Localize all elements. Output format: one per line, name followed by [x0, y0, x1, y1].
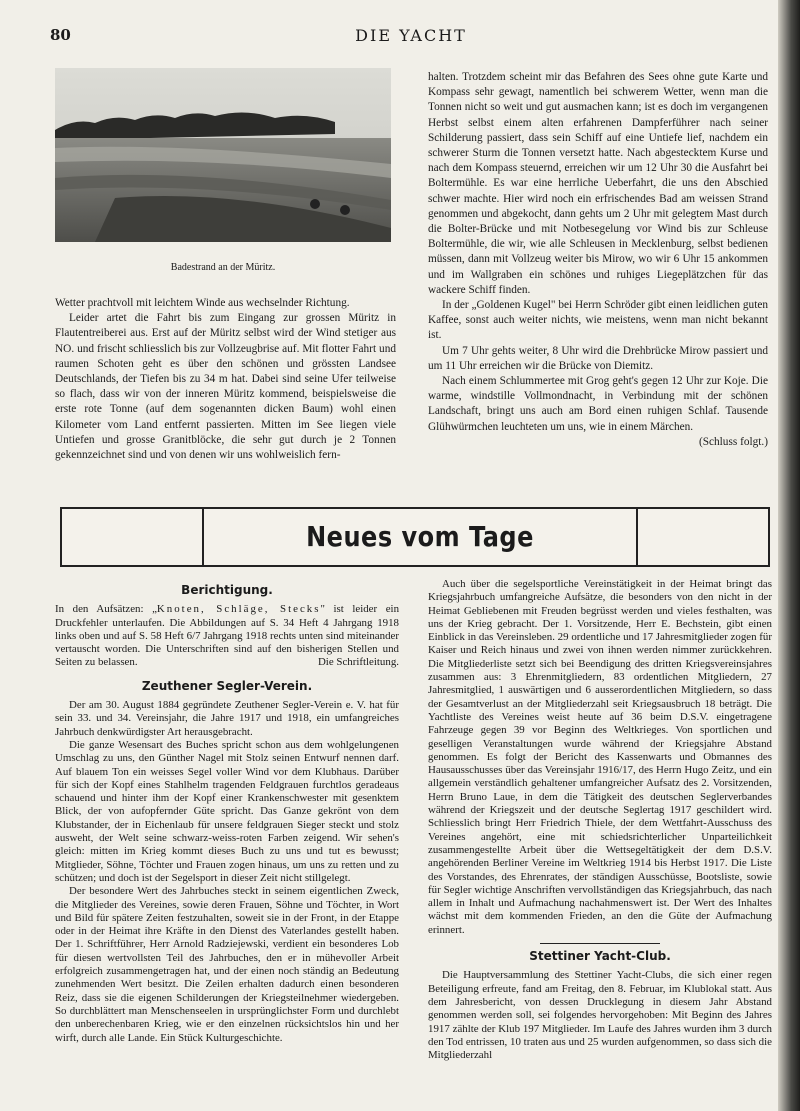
paragraph: Die ganze Wesensart des Buches spricht schon aus dem wohlgelungenen Umschlag zu uns, den Günther Nagel mit Stolz seinen Entwurf nennen darf. Auf blauem Ton ein weisses Segel voller Wind vor dem Klubhaus. Darüber für sich der Kopf eines Stahlhelm tragenden Feldgrauen furchtlos geradeaus schauend und hinter ihm der Kopf einer Krankenschwester mit gesenktem Blick, der von aufopfernder Güte spricht. Das Ganze gekrönt von dem Klubstander, der in Eichenlaub für unsere feldgrauen Sieger steckt und stolz ausweht, der Welt seine schwarz-weiss-roten Farben zeigend. Wir sehen's gleich: mitten im Krieg kommt dieses Buch zu uns und tut es bewusst; Mitglieder, Söhne, Töchter und Frauen zogen hinaus, um uns zu retten und zu schützen; und doch ist der Segelsport in dieser Zeit nicht stillgelegt. [55, 738, 399, 884]
paragraph: Wetter prachtvoll mit leichtem Winde aus wechselnder Richtung. [55, 297, 350, 309]
article-left-top [55, 296, 396, 463]
section-banner [60, 507, 770, 567]
banner-title-box [202, 507, 638, 567]
article-right-top [428, 70, 768, 450]
paragraph: Die Hauptversammlung des Stettiner Yacht-Clubs, die sich einer regen Beteiligung erfreute, fand am Freitag, den 8. Februar, im Klublokal statt. Aus dem Jahresbericht, von dessen Drucklegung in diesem Jahr Abstand genommen werden soll, sei folgendes hervorgehoben: Mit Beginn des Jahres 1917 zählte der Klub 197 Mitglieder. Im Laufe des Jahres wurden ihm 3 durch den Tod entrissen, 10 traten aus und 25 wurden aufgenommen, so dass sich die Mitgliederzahl [428, 969, 772, 1062]
paragraph: Leider artet die Fahrt bis zum Eingang zur grossen Müritz in Flautentreiberei aus. Erst auf der Müritz selbst wird der Wind stetiger aus NO. und frischt schliesslich bis zur Vollzeugbrise auf. Mit flotter Fahrt und raumen Schoten geht es über den schönen und grössten Landsee Deutschlands, der Tiefen bis zu 34 m hat. Dabei sind seine Ufer teilweise so flach, dass wir von der inneren Müritz kommend, beispielsweise die erste rote Tonne (auf dem sogenannten dicken Baum) wohl einen Kilometer vom Land entfernt passierten. Mitten im See liegen viele Untiefen und grosse Granitblöcke, die sehr gut durch je 2 Tonnen gekennzeichnet sind und von denen wir uns wohlweislich fern- [55, 312, 396, 462]
stettin-heading: Stettiner Yacht-Club. [529, 949, 671, 964]
paragraph: Auch über die segelsportliche Vereinstätigkeit in der Heimat bringt das Kriegsjahrbuch umfangreiche Aufsätze, die besonders von den nicht in der Heimat Gebliebenen mit Freuden begrüsst werden und vieles festhalten, was uns der Krieg gebracht. Der 1. Vorsitzende, Herr E. Bechstein, gibt einen Einblick in das Vereinsleben. 29 ordentliche und 17 Jahresmitglieder zogen für Kaiser und Reich hinaus und zwei von ihnen werden nimmer zurückkehren. Die Mitgliederliste setzt sich bei Beendigung des dritten Kriegsvereinsjahres zusammen aus: 3 Ehrenmitgliedern, 83 ordentlichen Mitgliedern, 27 Jahresmitglied, 1 auswärtigen und 6 ausserordentlichen Mitgliedern, so dass der Gesamtverlust an der Mitgliederzahl seit Kriegsausbruch 18 beträgt. Die Yachtliste des Vereines weist heute auf 36 beim D.S.V. eingetragene Fahrzeuge gegen 39 vor Beginn des Weltkrieges. Von sportlichen und geselligen Veranstaltungen wurde während der Kriegsjahre Abstand genommen. Es folgt der Bericht des Kassenwarts und Obmannes des Hausausschusses über das Vereinsjahr 1916/17, des Herrn Hugo Zeitz, und ein allgemein verständlich gehaltener umfangreicher Aufsatz des 2. Vorsitzenden, Herrn Bruno Laue, in dem die Tätigkeit des deutschen Seglerverbandes während der Kriegszeit und der deutsche Seglertag 1917 geschildert wird. Schliesslich bringt Herr Friedrich Thiele, der dem Wettfahrt-Ausschuss des Vereines angehört, eine mit schiedsrichterlicher Unparteilichkeit zusammengestellte Arbeit über die Wettsegeltätigkeit der dem D.S.V. angehörenden Berliner Vereine im Weltkrieg 1914 bis Herbst 1917. Die Liste des Vorstandes, des Ehrenrates, der ständigen Ausschüsse, Bootsliste, sowie für Segler wichtige Anschriften vervollständigen das Kriegsjahrbuch, das nach allem in Inhalt und Aufmachung nachahmenswert ist. Der Wert des Inhaltes wächst mit dem kommenden Frieden, an den die Güte der Aufmachung erinnert. [428, 578, 772, 936]
berichtigung-signoff: Die Schriftleitung. [317, 656, 399, 669]
paragraph: halten. Trotzdem scheint mir das Befahren des Sees ohne gute Karte und Kompass sehr gewagt, namentlich bei schwerem Wetter, wenn man die Tonnen nicht so weit und gut ausmachen kann; ist es doch im vergangenen Herbst selbst einem alten erfahrenen Dampferführer nach seiner Schilderung passiert, dass sein Schiff auf eine Untiefe lief, nachdem ein schwerer Sturm die Tonnen versetzt hatte. Nach abgestecktem Kurse und nach dem Kompass steuernd, erreichen wir um 12 Uhr 30 die Ausfahrt bei Boltermühle. Es war eine herrliche Ueberfahrt, die uns den Abschied schwer machte. Hier wird noch ein erfrischendes Bad am weissen Strand genommen und abgekocht, dann gehts um 2 Uhr mit gelegtem Mast durch die Bolter-Brücke und mit Notbesegelung vor Wind bis zur Schleuse Boltermühle, die wir, wie alle Schleusen in Mecklenburg, selbst bedienen müssen, dann mit Vollzeug weiter bis Mirow, wo wir 6 Uhr 15 ankommen und im Wallgraben ein schönes und ruhiges Liegeplätzchen für das wackere Schiff finden. [428, 71, 768, 296]
page-binding-edge [778, 0, 800, 1111]
paragraph: Um 7 Uhr gehts weiter, 8 Uhr wird die Drehbrücke Mirow passiert und um 11 Uhr erreichen wir die Brücke von Diemitz. [428, 344, 768, 372]
zeuthen-heading: Zeuthener Segler-Verein. [141, 678, 313, 693]
berichtigung-heading: Berichtigung. [181, 583, 273, 597]
section-divider [540, 943, 660, 944]
paragraph: In der „Goldenen Kugel" bei Herrn Schröder gibt einen leidlichen guten Kaffee, sonst auch weiter nichts, wie meistens, wenn man nicht bekannt ist. [428, 299, 768, 342]
banner-title: Neues vom Tage [306, 520, 534, 554]
news-right-column [428, 578, 772, 1062]
paragraph: Der besondere Wert des Jahrbuches steckt in seinem eigentlichen Zweck, die Mitglieder des Vereines, sowie deren Frauen, Söhne und Töchter, in Wort und Bild für spätere Zeiten festzuhalten, soweit sie in der Front, in der Etappe oder in der Heimat ihre Kräfte in den Dienst des Vaterlandes gestellt haben. Der 1. Schriftführer, Herr Arnold Radziejewski, verdient ein besonderes Lob für diesen wertvollsten Teil des Jahrbuches, den er in mühevoller Arbeit erfolgreich zusammengetragen hat, und der einen noch ständig an Bedeutung zunehmenden Wert besitzt. Die Zeilen erhalten dadurch einen besonderen Reiz, dass sie die eigenen Schilderungen der Kriegsteilnehmer wiedergeben. So durchblättert man Menschenseelen in ursprünglichster Form und durchlebt den unberechenbaren Krieg, wie er den einzelnen rücksichtslos hin und her wirft, durch alle Lande. Ein Stück Kulturgeschichte. [55, 885, 399, 1044]
beach-photo [55, 68, 391, 242]
paragraph: Der am 30. August 1884 gegründete Zeuthener Segler-Verein e. V. hat für sein 33. und 34. Vereinsjahr, die Jahre 1917 und 1918, ein umfangreiches Jahrbuch denkwürdigster Art herausgebracht. [55, 699, 399, 738]
text-fragment: " ist leider ein Druckfehler unterlaufen. Die Abbildungen auf S. 34 Heft 4 Jahrgang 1918 links oben und auf S. 58 Heft 6/7 Jahrgang 1918 rechts unten sind miteinander vertauscht worden. Die Unterschriften sind auf den bisherigen Stellen und Seiten zu belassen. [55, 603, 400, 669]
to-be-continued-note: (Schluss folgt.) [698, 435, 768, 448]
running-head [50, 26, 772, 48]
berichtigung-text [55, 603, 399, 669]
text-fragment: In den Aufsätzen: „ [55, 603, 157, 616]
news-left-column [55, 580, 399, 1045]
paragraph: Nach einem Schlummertee mit Grog geht's gegen 12 Uhr zur Koje. Die warme, windstille Vollmondnacht, in Verbindung mit der schönen Landschaft, bringt uns auch am Bord einen ruhigen Schlaf. Tausende Glühwürmchen leuchteten um uns, wie in einem Märchen. [428, 375, 768, 433]
page-number: 80 [50, 26, 71, 44]
spaced-term: Knoten, Schläge, Stecks [156, 603, 321, 616]
journal-title: DIE YACHT [355, 26, 467, 45]
photo-caption: Badestrand an der Müritz. [170, 262, 276, 273]
